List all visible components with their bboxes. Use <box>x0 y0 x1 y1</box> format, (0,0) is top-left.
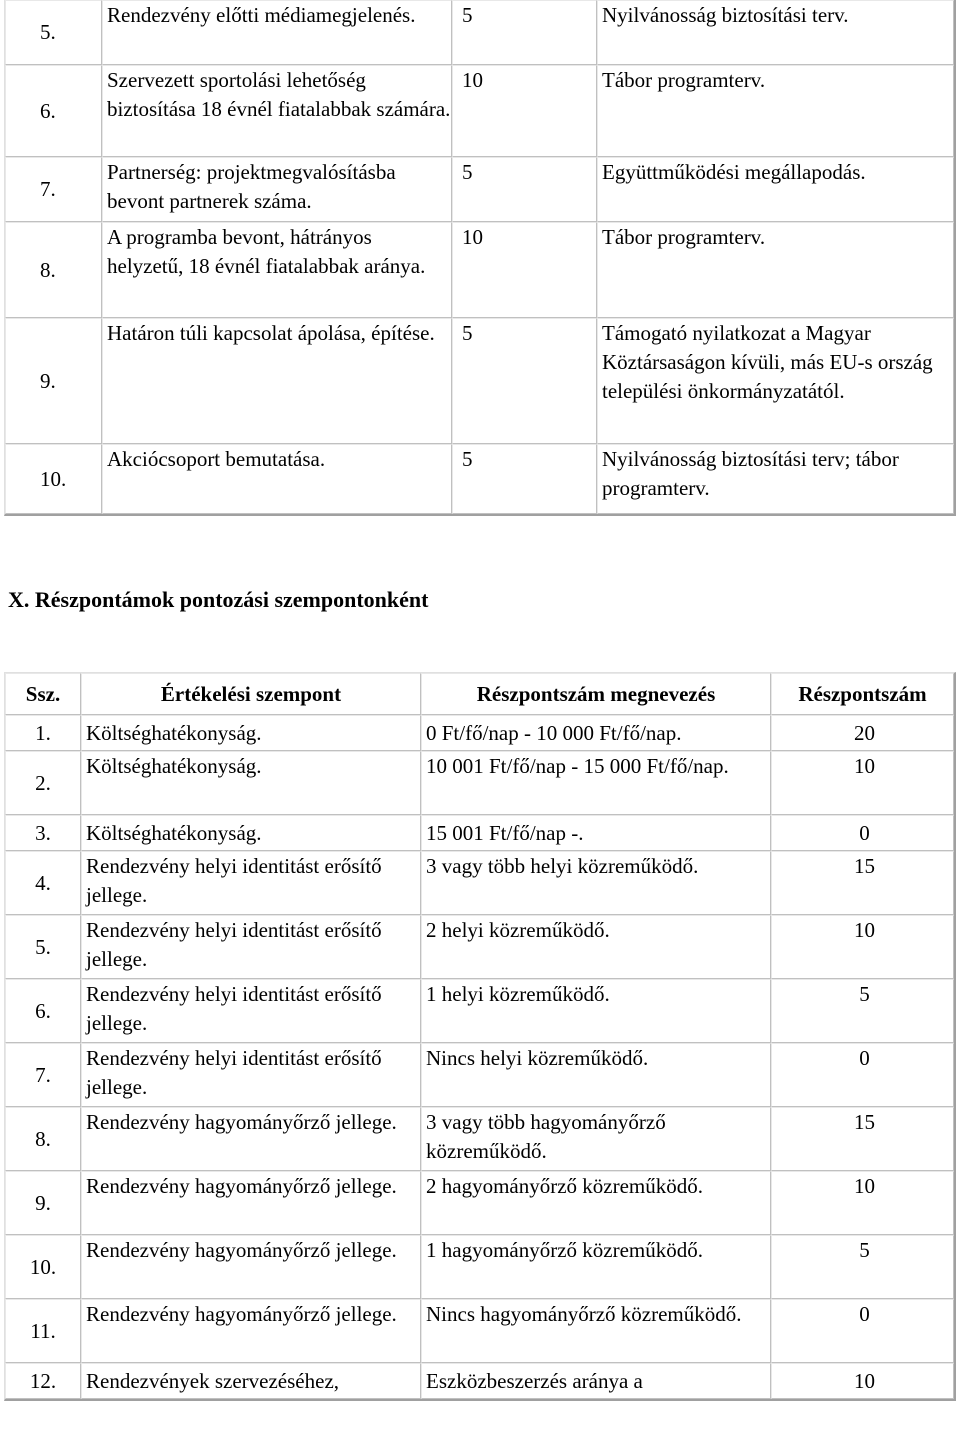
score-cell: 10 <box>771 1363 954 1399</box>
criterion-cell: Rendezvények szervezéséhez, <box>81 1363 421 1399</box>
subscore-name-cell: Nincs hagyományőrző közreműködő. <box>421 1299 771 1363</box>
criterion-cell: Rendezvény hagyományőrző jellege. <box>81 1299 421 1363</box>
criterion-cell: A programba bevont, hátrányos helyzetű, 18 évnél fiatalabbak aránya. <box>102 222 452 318</box>
subscore-name-cell: 2 hagyományőrző közreműködő. <box>421 1171 771 1235</box>
criterion-cell: Rendezvény előtti médiamegjelenés. <box>102 0 452 65</box>
criterion-cell: Akciócsoport bemutatása. <box>102 444 452 514</box>
table-row <box>5 1107 954 1171</box>
table-row <box>5 851 954 915</box>
row-number: 5. <box>5 915 81 979</box>
subscore-name-cell: 15 001 Ft/fő/nap -. <box>421 815 771 851</box>
score-cell: 15 <box>771 851 954 915</box>
document-cell: Együttműködési megállapodás. <box>597 157 954 222</box>
subscore-name-cell: 3 vagy több helyi közreműködő. <box>421 851 771 915</box>
row-number: 11. <box>5 1299 81 1363</box>
table-header-row <box>5 673 954 715</box>
table-row <box>5 1299 954 1363</box>
row-number: 7. <box>5 157 102 222</box>
subscore-name-cell: 0 Ft/fő/nap - 10 000 Ft/fő/nap. <box>421 715 771 751</box>
criterion-cell: Rendezvény helyi identitást erősítő jellege. <box>81 1043 421 1107</box>
criterion-cell: Rendezvény helyi identitást erősítő jellege. <box>81 915 421 979</box>
subscore-table <box>4 672 956 1401</box>
row-number: 7. <box>5 1043 81 1107</box>
table-row <box>5 751 954 815</box>
subscore-name-cell: Nincs helyi közreműködő. <box>421 1043 771 1107</box>
points-cell: 5 <box>452 318 597 444</box>
score-cell: 5 <box>771 979 954 1043</box>
row-number: 6. <box>5 979 81 1043</box>
row-number: 2. <box>5 751 81 815</box>
score-cell: 10 <box>771 751 954 815</box>
points-cell: 5 <box>452 444 597 514</box>
row-number: 10. <box>5 1235 81 1299</box>
table-row <box>5 318 954 444</box>
criterion-cell: Határon túli kapcsolat ápolása, építése. <box>102 318 452 444</box>
row-number: 6. <box>5 65 102 157</box>
row-number: 3. <box>5 815 81 851</box>
subscore-name-cell: Eszközbeszerzés aránya a <box>421 1363 771 1399</box>
row-number: 12. <box>5 1363 81 1399</box>
subscore-name-cell: 1 hagyományőrző közreműködő. <box>421 1235 771 1299</box>
header-subscore: Részpontszám <box>771 673 954 715</box>
row-number: 5. <box>5 0 102 65</box>
header-criterion: Értékelési szempont <box>81 673 421 715</box>
row-number: 1. <box>5 715 81 751</box>
row-number: 8. <box>5 222 102 318</box>
subscore-name-cell: 3 vagy több hagyományőrző közreműködő. <box>421 1107 771 1171</box>
header-subscore-name: Részpontszám megnevezés <box>421 673 771 715</box>
criterion-cell: Költséghatékonyság. <box>81 715 421 751</box>
row-number: 10. <box>5 444 102 514</box>
table-row <box>5 715 954 751</box>
criterion-cell: Költséghatékonyság. <box>81 751 421 815</box>
points-cell: 5 <box>452 0 597 65</box>
subscore-name-cell: 2 helyi közreműködő. <box>421 915 771 979</box>
header-ssz: Ssz. <box>5 673 81 715</box>
table-row <box>5 1171 954 1235</box>
table-row <box>5 0 954 65</box>
criterion-cell: Rendezvény hagyományőrző jellege. <box>81 1107 421 1171</box>
criterion-cell: Partnerség: projektmegvalósításba bevont partnerek száma. <box>102 157 452 222</box>
criterion-cell: Rendezvény hagyományőrző jellege. <box>81 1235 421 1299</box>
table-row <box>5 1043 954 1107</box>
score-cell: 5 <box>771 1235 954 1299</box>
table-row <box>5 444 954 514</box>
criterion-cell: Rendezvény helyi identitást erősítő jellege. <box>81 979 421 1043</box>
criterion-cell: Költséghatékonyság. <box>81 815 421 851</box>
points-cell: 5 <box>452 157 597 222</box>
points-cell: 10 <box>452 65 597 157</box>
document-cell: Támogató nyilatkozat a Magyar Köztársaságon kívüli, más EU-s ország települési önkormányzatától. <box>597 318 954 444</box>
criterion-cell: Szervezett sportolási lehetőség biztosítása 18 évnél fiatalabbak számára. <box>102 65 452 157</box>
table-row <box>5 1363 954 1399</box>
score-cell: 15 <box>771 1107 954 1171</box>
points-cell: 10 <box>452 222 597 318</box>
score-cell: 20 <box>771 715 954 751</box>
row-number: 9. <box>5 318 102 444</box>
score-cell: 10 <box>771 1171 954 1235</box>
row-number: 9. <box>5 1171 81 1235</box>
criteria-table-continued <box>4 0 956 516</box>
table-row <box>5 222 954 318</box>
table-row <box>5 815 954 851</box>
table-row <box>5 915 954 979</box>
table-row <box>5 157 954 222</box>
subscore-name-cell: 1 helyi közreműködő. <box>421 979 771 1043</box>
row-number: 4. <box>5 851 81 915</box>
document-cell: Nyilvánosság biztosítási terv; tábor programterv. <box>597 444 954 514</box>
criterion-cell: Rendezvény hagyományőrző jellege. <box>81 1171 421 1235</box>
score-cell: 10 <box>771 915 954 979</box>
score-cell: 0 <box>771 1043 954 1107</box>
row-number: 8. <box>5 1107 81 1171</box>
criterion-cell: Rendezvény helyi identitást erősítő jellege. <box>81 851 421 915</box>
document-cell: Tábor programterv. <box>597 65 954 157</box>
table-row <box>5 979 954 1043</box>
section-title: X. Részpontámok pontozási szempontonként <box>8 587 429 612</box>
document-cell: Tábor programterv. <box>597 222 954 318</box>
score-cell: 0 <box>771 815 954 851</box>
score-cell: 0 <box>771 1299 954 1363</box>
subscore-name-cell: 10 001 Ft/fő/nap - 15 000 Ft/fő/nap. <box>421 751 771 815</box>
document-cell: Nyilvánosság biztosítási terv. <box>597 0 954 65</box>
table-row <box>5 65 954 157</box>
table-row <box>5 1235 954 1299</box>
